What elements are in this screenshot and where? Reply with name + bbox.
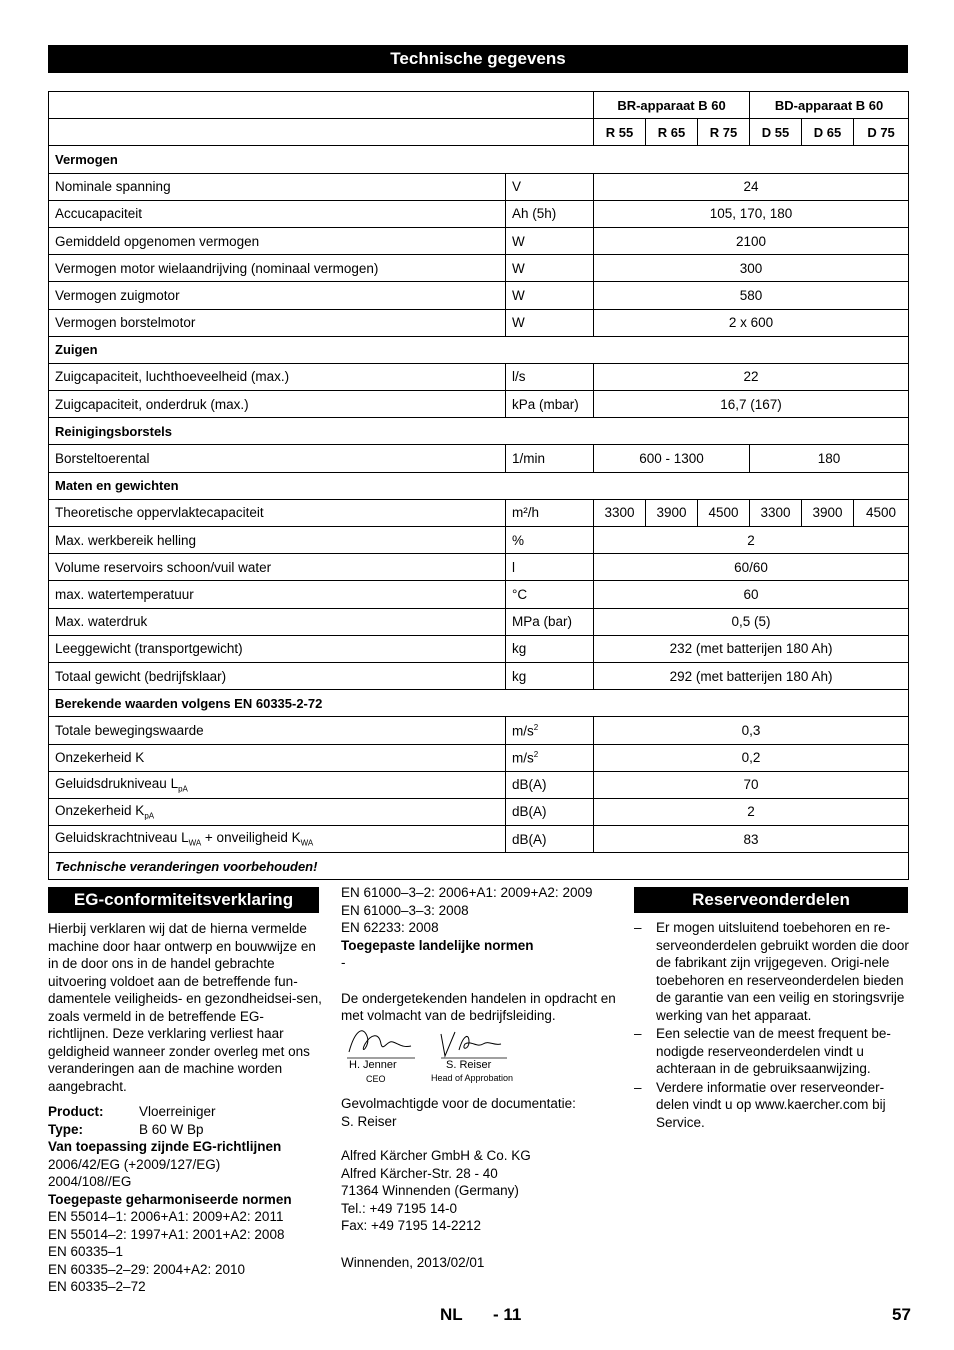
signer-1-role: CEO: [366, 1074, 386, 1084]
model-header: D 75: [854, 119, 909, 146]
spare-parts-list: [634, 919, 910, 1131]
footer-local-page: - 11: [493, 1305, 522, 1324]
row-value: 0,3: [594, 717, 909, 744]
row-label: Vermogen motor wielaandrijving (nominaal vermogen): [49, 255, 506, 282]
table-row: [49, 445, 909, 472]
type-label: Type:: [48, 1121, 84, 1137]
row-value: 2100: [594, 227, 909, 254]
row-label: Gemiddeld opgenomen vermogen: [49, 227, 506, 254]
row-label: Geluidskrachtniveau $L_{WA}$ + onveiligheid $K_{WA}$: [49, 826, 506, 853]
row-unit: W: [506, 255, 594, 282]
model-header: D 55: [750, 119, 802, 146]
row-unit: dB(A): [506, 826, 594, 853]
model-header: R 75: [698, 119, 750, 146]
row-value: 83: [594, 826, 909, 853]
list-item: – Een selectie van de meest frequent be-nodigde reserveonderdelen vindt u achteraan in de gebruiksaanwijzing.: [634, 1025, 910, 1078]
national-value: -: [341, 955, 346, 970]
row-value: 24: [594, 173, 909, 200]
product-label: Product:: [48, 1104, 104, 1119]
row-label: Nominale spanning: [49, 173, 506, 200]
section-heading: Berekende waarden volgens EN 60335-2-72: [49, 690, 909, 717]
row-label: Borsteltoerental: [49, 445, 506, 472]
row-value: 4500: [698, 499, 750, 526]
table-row: [49, 771, 909, 798]
header-row-models: [49, 119, 909, 146]
group-header-br: BR-apparaat B 60: [594, 92, 750, 119]
table-row: [49, 282, 909, 309]
row-label: Accucapaciteit: [49, 200, 506, 227]
harmonised-item: EN 60335–2–29: 2004+A2: 2010: [48, 1261, 246, 1277]
row-value: 292 (met batterijen 180 Ah): [594, 662, 909, 689]
row-unit: $m/s^2$: [506, 744, 594, 771]
doc-name: S. Reiser: [341, 1113, 397, 1129]
list-item: – Er mogen uitsluitend toebehoren en re-serveonderdelen gebruikt worden die door de fabrikant zijn vrijgegeven. Origi-nele toebehoren en reserveonderdelen bieden de garantie van een veilig en storingsvrije werking van het apparaat.: [634, 919, 910, 1024]
company-line: Alfred Kärcher GmbH & Co. KG: [341, 1148, 531, 1163]
table-row: [49, 227, 909, 254]
row-value: 2: [594, 798, 909, 825]
row-value-bd: 180: [750, 445, 909, 472]
signatures: [341, 1022, 521, 1088]
row-unit: kPa (mbar): [506, 391, 594, 418]
row-value-br: 600 - 1300: [594, 445, 750, 472]
section-row: [49, 418, 909, 445]
section-heading: Maten en gewichten: [49, 472, 909, 499]
row-label: Geluidsdrukniveau $L_{pA}$: [49, 771, 506, 798]
company-line: Alfred Kärcher-Str. 28 - 40: [341, 1165, 498, 1181]
row-unit: kg: [506, 635, 594, 662]
row-label: Zuigcapaciteit, luchthoeveelheid (max.): [49, 363, 506, 390]
row-value: 60: [594, 581, 909, 608]
row-value: 3900: [646, 499, 698, 526]
section-heading: Vermogen: [49, 146, 909, 173]
row-value: 60/60: [594, 554, 909, 581]
row-value: 0,5 (5): [594, 608, 909, 635]
signer-1-name: H. Jenner: [349, 1059, 397, 1071]
table-row: [49, 200, 909, 227]
directive-item: 2004/108//EG: [48, 1174, 132, 1189]
section-row: [49, 472, 909, 499]
company-line: 71364 Winnenden (Germany): [341, 1183, 519, 1198]
table-row: [49, 662, 909, 689]
spare-parts-title: Reserveonderdelen: [634, 887, 908, 913]
product-value: Vloerreiniger: [139, 1104, 216, 1119]
row-label: max. watertemperatuur: [49, 581, 506, 608]
table-note: Technische veranderingen voorbehouden!: [49, 853, 909, 880]
row-unit: MPa (bar): [506, 608, 594, 635]
row-label: Totale bewegingswaarde: [49, 717, 506, 744]
row-value: 22: [594, 363, 909, 390]
table-row: [49, 744, 909, 771]
eg-title: EG-conformiteitsverklaring: [48, 887, 319, 913]
signature-graphic: [341, 1022, 521, 1062]
row-label: Leeggewicht (transportgewicht): [49, 635, 506, 662]
list-item: – Verdere informatie over reserveonder-delen vindt u op www.kaercher.com bij Service.: [634, 1079, 910, 1132]
table-row: [49, 363, 909, 390]
row-value: 300: [594, 255, 909, 282]
harmonised-item: EN 61000–3–3: 2008: [341, 902, 469, 918]
eg-column-continued: [341, 884, 621, 1025]
signer-2-role: Head of Approbation: [431, 1073, 514, 1083]
section-heading: Reinigingsborstels: [49, 418, 909, 445]
note-row: [49, 853, 909, 880]
row-unit: $m/s^2$: [506, 717, 594, 744]
table-row: [49, 717, 909, 744]
type-value: B 60 W Bp: [139, 1121, 204, 1137]
harmonised-item: EN 62233: 2008: [341, 920, 439, 935]
row-value: 3300: [750, 499, 802, 526]
table-row: [49, 255, 909, 282]
row-unit: %: [506, 527, 594, 554]
directives-label: Van toepassing zijnde EG-richtlijnen: [48, 1139, 282, 1154]
table-row: [49, 798, 909, 825]
row-label: Totaal gewicht (bedrijfsklaar): [49, 662, 506, 689]
row-unit: W: [506, 309, 594, 336]
company-line: Tel.: +49 7195 14-0: [341, 1200, 457, 1216]
row-value: 2: [594, 527, 909, 554]
table-row: [49, 391, 909, 418]
row-value: 580: [594, 282, 909, 309]
row-unit: W: [506, 227, 594, 254]
table-row: [49, 309, 909, 336]
row-label: Onzekerheid $K_{pA}$: [49, 798, 506, 825]
row-label: Vermogen zuigmotor: [49, 282, 506, 309]
row-value: 70: [594, 771, 909, 798]
harmonised-item: EN 55014–1: 2006+A1: 2009+A2: 2011: [48, 1209, 284, 1224]
eg-column: [48, 920, 323, 1296]
row-value: 105, 170, 180: [594, 200, 909, 227]
section-title: Technische gegevens: [48, 45, 908, 73]
row-unit: °C: [506, 581, 594, 608]
harmonised-item: EN 60335–2–72: [48, 1279, 146, 1294]
row-unit: dB(A): [506, 771, 594, 798]
model-header: D 65: [802, 119, 854, 146]
row-unit: l/s: [506, 363, 594, 390]
row-unit: m²/h: [506, 499, 594, 526]
row-value: 3300: [594, 499, 646, 526]
footer-language: NL: [440, 1305, 463, 1324]
table-row: [49, 608, 909, 635]
row-value: 4500: [854, 499, 909, 526]
national-label: Toegepaste landelijke normen: [341, 937, 534, 953]
table-row: [49, 527, 909, 554]
table-row: [49, 173, 909, 200]
row-value: 0,2: [594, 744, 909, 771]
harmonised-item: EN 60335–1: [48, 1244, 124, 1259]
signer-2-name: S. Reiser: [446, 1059, 492, 1071]
row-value: 3900: [802, 499, 854, 526]
row-label: Max. waterdruk: [49, 608, 506, 635]
section-row: [49, 146, 909, 173]
row-label: Theoretische oppervlaktecapaciteit: [49, 499, 506, 526]
section-row: [49, 336, 909, 363]
harmonised-label: Toegepaste geharmoniseerde normen: [48, 1191, 292, 1207]
table-row: [49, 554, 909, 581]
harmonised-item: EN 61000–3–2: 2006+A1: 2009+A2: 2009: [341, 885, 593, 900]
row-unit: 1/min: [506, 445, 594, 472]
section-row: [49, 690, 909, 717]
row-unit: kg: [506, 662, 594, 689]
doc-label: Gevolmachtigde voor de documentatie:: [341, 1096, 576, 1111]
model-header: R 65: [646, 119, 698, 146]
documentation-block: [341, 1095, 621, 1271]
row-value: 16,7 (167): [594, 391, 909, 418]
eg-intro: Hierbij verklaren wij dat de hierna vermelde machine door haar ontwerp en bouwwijze en in de door ons in de handel gebrachte uitvoering voldoet aan de betreffende fun-damentele veiligheids- en gezondheidsei-sen, zoals vermeld in de betreffende EG-richtlijnen. Deze verklaring verliest haar geldigheid wanneer zonder overleg met ons veranderingen aan de machine worden aangebracht.: [48, 921, 322, 1094]
group-header-bd: BD-apparaat B 60: [750, 92, 909, 119]
signers-text: De ondergetekenden handelen in opdracht en met volmacht van de bedrijfsleiding.: [341, 990, 616, 1023]
row-unit: V: [506, 173, 594, 200]
table-row: [49, 499, 909, 526]
table-row: [49, 635, 909, 662]
header-row-groups: [49, 92, 909, 119]
row-value: 2 x 600: [594, 309, 909, 336]
company-line: Fax: +49 7195 14-2212: [341, 1218, 481, 1233]
technical-data-table: [48, 91, 909, 880]
row-value: 232 (met batterijen 180 Ah): [594, 635, 909, 662]
place-date: Winnenden, 2013/02/01: [341, 1254, 485, 1270]
footer-page-number: 57: [892, 1305, 911, 1324]
row-label: Zuigcapaciteit, onderdruk (max.): [49, 391, 506, 418]
spare-parts-column: [634, 919, 910, 1132]
harmonised-item: EN 55014–2: 1997+A1: 2001+A2: 2008: [48, 1226, 285, 1242]
section-heading: Zuigen: [49, 336, 909, 363]
row-label: Volume reservoirs schoon/vuil water: [49, 554, 506, 581]
row-unit: dB(A): [506, 798, 594, 825]
directive-item: 2006/42/EG (+2009/127/EG): [48, 1156, 221, 1172]
row-label: Vermogen borstelmotor: [49, 309, 506, 336]
row-unit: W: [506, 282, 594, 309]
table-row: [49, 581, 909, 608]
row-label: Onzekerheid K: [49, 744, 506, 771]
row-label: Max. werkbereik helling: [49, 527, 506, 554]
row-unit: l: [506, 554, 594, 581]
row-unit: Ah (5h): [506, 200, 594, 227]
table-row: [49, 826, 909, 853]
model-header: R 55: [594, 119, 646, 146]
